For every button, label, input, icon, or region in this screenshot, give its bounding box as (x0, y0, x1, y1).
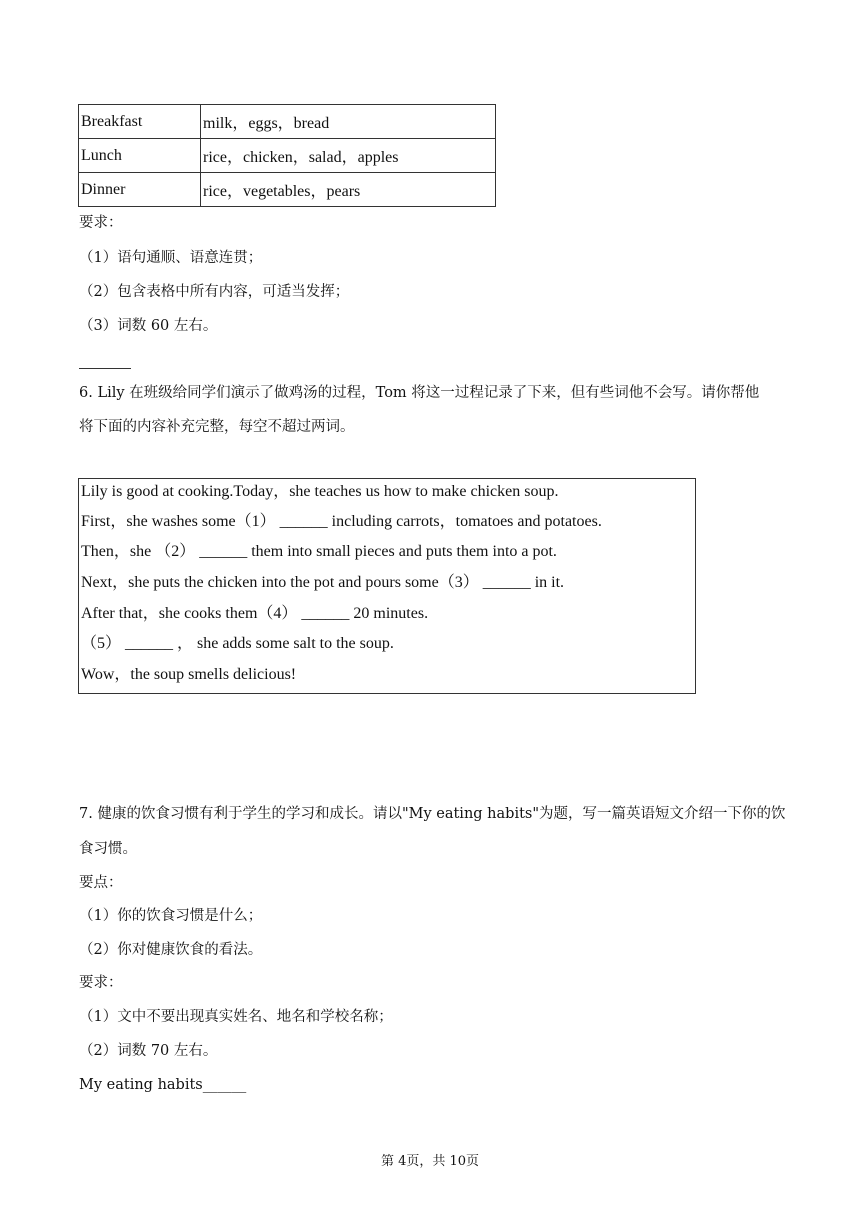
point-item: （2）你对健康饮食的看法。 (79, 942, 263, 958)
page-number: 第 4页，共 10页 (380, 1154, 480, 1169)
question-7-prompt: 7. 健康的饮食习惯有利于学生的学习和成长。请以"My eating habits"为题，写一篇英语短文介绍一下你的饮 (79, 806, 786, 822)
box-line: Lily is good at cooking.Today，she teaches us how to make chicken soup. (81, 483, 559, 500)
requirements-heading: 要求： (79, 975, 123, 991)
meal-cell: Dinner (79, 173, 201, 207)
points-heading: 要点： (79, 875, 123, 891)
requirement-item: （1）文中不要出现真实姓名、地名和学校名称； (79, 1009, 393, 1025)
requirement-item: （3）词数 60 左右。 (79, 318, 218, 334)
requirement-item: （2）词数 70 左右。 (79, 1043, 218, 1059)
answer-rule (79, 368, 131, 369)
meal-table (78, 104, 496, 207)
box-line: After that，she cooks them（4） ______ 20 minutes. (81, 605, 429, 622)
meal-cell: Breakfast (79, 105, 201, 139)
question-6-prompt-continued: 将下面的内容补充完整，每空不超过两词。 (79, 419, 355, 435)
cooking-text-box (78, 478, 696, 694)
box-line: （5） ______ ， she adds some salt to the soup. (81, 635, 394, 652)
table-row (79, 173, 496, 207)
foods-cell: rice，vegetables，pears (201, 173, 496, 207)
table-row (79, 105, 496, 139)
box-line: Next，she puts the chicken into the pot and pours some（3） ______ in it. (81, 574, 565, 591)
meal-cell: Lunch (79, 139, 201, 173)
question-6-prompt: 6. Lily 在班级给同学们演示了做鸡汤的过程，Tom 将这一过程记录了下来，但有些词他不会写。请你帮他 (79, 385, 760, 401)
point-item: （1）你的饮食习惯是什么； (79, 908, 263, 924)
foods-cell: milk，eggs，bread (201, 105, 496, 139)
box-line: First，she washes some（1） ______ including carrots，tomatoes and potatoes. (81, 513, 602, 530)
essay-title-blank: My eating habits______ (79, 1077, 247, 1093)
requirement-item: （2）包含表格中所有内容，可适当发挥； (79, 284, 350, 300)
requirements-heading: 要求： (79, 215, 123, 231)
table-row (79, 139, 496, 173)
foods-cell: rice，chicken，salad，apples (201, 139, 496, 173)
question-7-prompt-continued: 食习惯。 (79, 841, 137, 857)
box-line: Then，she （2） ______ them into small pieces and puts them into a pot. (81, 543, 557, 560)
box-line: Wow，the soup smells delicious! (81, 666, 297, 683)
requirement-item: （1）语句通顺、语意连贯； (79, 250, 263, 266)
